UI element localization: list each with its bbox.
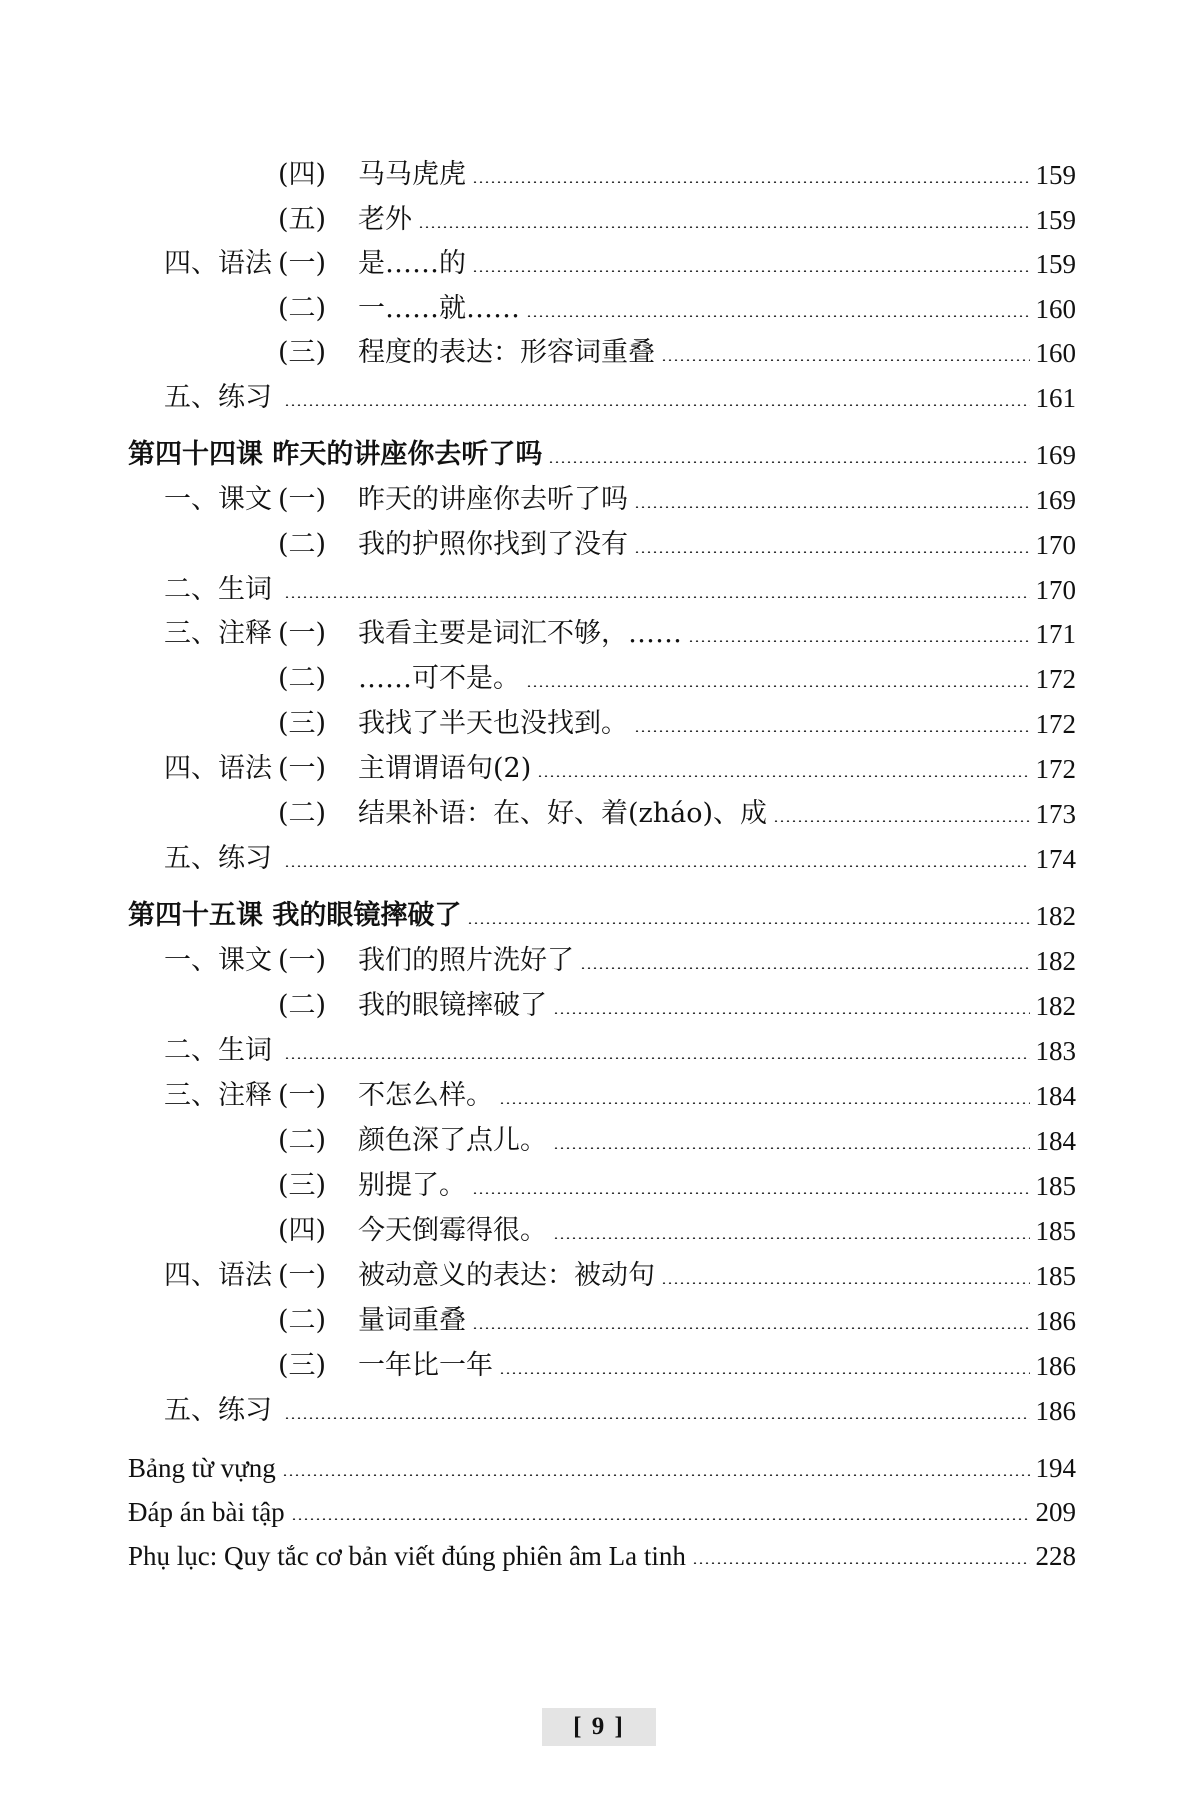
dot-leader — [284, 404, 1030, 406]
dot-leader — [472, 1192, 1030, 1194]
toc-subsection-number: (一) — [278, 945, 327, 976]
dot-leader — [634, 551, 1030, 553]
toc-entry[interactable] — [128, 286, 1076, 326]
dot-leader — [282, 1474, 1030, 1476]
toc-subsection-number: (二) — [278, 293, 327, 324]
toc-entry-title: Bảng từ vựng — [128, 1453, 276, 1483]
toc-entry-title: 别提了。 — [358, 1170, 466, 1201]
toc-entry-title: 我们的照片洗好了 — [358, 945, 574, 976]
toc-subsection-number: (一) — [278, 484, 327, 515]
toc-entry[interactable] — [128, 983, 1076, 1023]
toc-page-number: 186 — [1035, 1351, 1076, 1381]
dot-leader — [692, 1562, 1030, 1564]
toc-section-label: 三、注释 — [164, 1080, 272, 1111]
toc-page-number: 170 — [1035, 530, 1076, 560]
toc-subsection-number: (三) — [278, 337, 327, 368]
toc-entry-title: 我找了半天也没找到。 — [358, 708, 628, 739]
toc-entry-title: 我看主要是词汇不够，…… — [358, 618, 682, 649]
dot-leader — [472, 270, 1030, 272]
toc-subsection-number: (三) — [278, 1170, 327, 1201]
toc-entry[interactable] — [128, 477, 1076, 517]
toc-section-label: 一、课文 — [164, 484, 272, 515]
toc-subsection-number: (二) — [278, 529, 327, 560]
toc-entry[interactable] — [128, 375, 1076, 415]
toc-entry-title: 程度的表达：形容词重叠 — [358, 337, 655, 368]
toc-entry-title: 我的眼镜摔破了 — [358, 990, 547, 1021]
toc-subsection-number: (四) — [278, 1215, 327, 1246]
toc-page-number: 194 — [1035, 1453, 1076, 1483]
dot-leader — [661, 359, 1030, 361]
toc-subsection-number: (五) — [278, 204, 327, 235]
toc-entry[interactable] — [128, 1343, 1076, 1383]
toc-subsection-number: (二) — [278, 1125, 327, 1156]
toc-entry[interactable] — [128, 330, 1076, 370]
toc-entry-title: 今天倒霉得很。 — [358, 1215, 547, 1246]
toc-page-number: 172 — [1035, 709, 1076, 739]
toc-entry[interactable] — [128, 1388, 1076, 1428]
dot-leader — [284, 596, 1030, 598]
toc-subsection-number: (一) — [278, 1260, 327, 1291]
dot-leader — [526, 315, 1030, 317]
toc-entry-title: 结果补语：在、好、着(zháo)、成 — [358, 798, 768, 829]
dot-leader — [284, 1417, 1030, 1419]
dot-leader — [773, 820, 1029, 822]
toc-entry[interactable] — [128, 656, 1076, 696]
toc-entry-title: 主谓谓语句(2) — [358, 753, 532, 784]
toc-entry[interactable] — [128, 791, 1076, 831]
toc-entry-title: 一……就…… — [358, 293, 520, 324]
dot-leader — [553, 1237, 1030, 1239]
toc-page-number: 169 — [1035, 440, 1076, 470]
toc-subsection-number: (一) — [278, 618, 327, 649]
dot-leader — [418, 226, 1030, 228]
toc-subsection-number: (二) — [278, 663, 327, 694]
toc-page-number: 186 — [1035, 1396, 1076, 1426]
toc-entry[interactable] — [128, 611, 1076, 651]
toc-page-number: 170 — [1035, 575, 1076, 605]
toc-entry[interactable] — [128, 1073, 1076, 1113]
toc-page-number: 185 — [1035, 1261, 1076, 1291]
toc-entry-title: 昨天的讲座你去听了吗 — [358, 484, 628, 515]
toc-section-label: 二、生词 — [164, 1035, 272, 1066]
dot-leader — [467, 922, 1029, 924]
toc-page-number: 185 — [1035, 1171, 1076, 1201]
toc-section-label: 四、语法 — [164, 248, 272, 279]
toc-page-number: 182 — [1035, 946, 1076, 976]
toc-page-number: 161 — [1035, 383, 1076, 413]
toc-page-number: 171 — [1035, 619, 1076, 649]
toc-appendix-entry[interactable] — [128, 1445, 1076, 1485]
toc-subsection-number: (二) — [278, 798, 327, 829]
dot-leader — [634, 506, 1030, 508]
toc-subsection-number: (四) — [278, 159, 327, 190]
toc-subsection-number: (三) — [278, 1350, 327, 1381]
dot-leader — [688, 640, 1030, 642]
toc-entry[interactable] — [128, 1163, 1076, 1203]
toc-page-number: 172 — [1035, 664, 1076, 694]
dot-leader — [553, 1012, 1030, 1014]
toc-page-number: 173 — [1035, 799, 1076, 829]
toc-section-label: 三、注释 — [164, 618, 272, 649]
toc-page-number: 169 — [1035, 485, 1076, 515]
toc-entry[interactable] — [128, 1298, 1076, 1338]
toc-section-label: 一、课文 — [164, 945, 272, 976]
toc-page-number: 184 — [1035, 1081, 1076, 1111]
toc-entry-title: 颜色深了点儿。 — [358, 1125, 547, 1156]
toc-entry[interactable] — [128, 836, 1076, 876]
toc-entry-title: 第四十四课 昨天的讲座你去听了吗 — [128, 439, 543, 470]
toc-subsection-number: (二) — [278, 1305, 327, 1336]
toc-entry[interactable] — [128, 1253, 1076, 1293]
toc-page-number: 182 — [1035, 991, 1076, 1021]
toc-subsection-number: (二) — [278, 990, 327, 1021]
dot-leader — [284, 865, 1030, 867]
toc-entry-title: 一年比一年 — [358, 1350, 493, 1381]
toc-entry[interactable] — [128, 1118, 1076, 1158]
toc-entry[interactable] — [128, 241, 1076, 281]
toc-entry[interactable] — [128, 152, 1076, 192]
dot-leader — [499, 1102, 1030, 1104]
toc-entry-title: Phụ lục: Quy tắc cơ bản viết đúng phiên âm La tinh — [128, 1541, 686, 1571]
dot-leader — [291, 1518, 1030, 1520]
toc-page-number: 159 — [1035, 205, 1076, 235]
dot-leader — [537, 775, 1029, 777]
toc-page-number: 172 — [1035, 754, 1076, 784]
toc-subsection-number: (一) — [278, 753, 327, 784]
toc-entry-title: 马马虎虎 — [358, 159, 466, 190]
toc-entry[interactable] — [128, 567, 1076, 607]
toc-lesson-entry[interactable] — [128, 432, 1076, 472]
dot-leader — [661, 1282, 1030, 1284]
dot-leader — [526, 685, 1030, 687]
dot-leader — [580, 967, 1030, 969]
toc-entry[interactable] — [128, 1028, 1076, 1068]
toc-entry[interactable] — [128, 746, 1076, 786]
dot-leader — [499, 1372, 1030, 1374]
toc-entry-title: 第四十五课 我的眼镜摔破了 — [128, 900, 462, 931]
toc-entry-title: 量词重叠 — [358, 1305, 466, 1336]
toc-page-number: 160 — [1035, 338, 1076, 368]
toc-section-label: 二、生词 — [164, 574, 272, 605]
toc-section-label: 五、练习 — [164, 843, 272, 874]
toc-page-number: 160 — [1035, 294, 1076, 324]
toc-subsection-number: (三) — [278, 708, 327, 739]
toc-page-number: 182 — [1035, 901, 1076, 931]
toc-section-label: 五、练习 — [164, 1395, 272, 1426]
toc-page-number: 174 — [1035, 844, 1076, 874]
toc-page-number: 209 — [1035, 1497, 1076, 1527]
toc-entry[interactable] — [128, 1208, 1076, 1248]
toc-page-number: 159 — [1035, 160, 1076, 190]
dot-leader — [634, 730, 1030, 732]
toc-page-number: 184 — [1035, 1126, 1076, 1156]
dot-leader — [472, 181, 1030, 183]
dot-leader — [553, 1147, 1030, 1149]
toc-section-label: 四、语法 — [164, 753, 272, 784]
toc-entry[interactable] — [128, 197, 1076, 237]
toc-entry-title: Đáp án bài tập — [128, 1497, 285, 1527]
dot-leader — [284, 1057, 1030, 1059]
toc-appendix-entry[interactable] — [128, 1489, 1076, 1529]
page-number: [ 9 ] — [542, 1708, 656, 1746]
toc-page-number: 185 — [1035, 1216, 1076, 1246]
toc-entry-title: 是……的 — [358, 248, 466, 279]
toc-entry[interactable] — [128, 701, 1076, 741]
toc-entry[interactable] — [128, 522, 1076, 562]
toc-entry-title: 不怎么样。 — [358, 1080, 493, 1111]
toc-entry-title: 我的护照你找到了没有 — [358, 529, 628, 560]
toc-entry[interactable] — [128, 938, 1076, 978]
toc-entry-title: 老外 — [358, 204, 412, 235]
toc-subsection-number: (一) — [278, 1080, 327, 1111]
toc-lesson-entry[interactable] — [128, 893, 1076, 933]
toc-page-number: 183 — [1035, 1036, 1076, 1066]
toc-entry-title: ……可不是。 — [358, 663, 520, 694]
toc-page-number: 228 — [1035, 1541, 1076, 1571]
dot-leader — [472, 1327, 1030, 1329]
toc-subsection-number: (一) — [278, 248, 327, 279]
toc-entry-title: 被动意义的表达：被动句 — [358, 1260, 655, 1291]
toc-page-number: 159 — [1035, 249, 1076, 279]
toc-section-label: 四、语法 — [164, 1260, 272, 1291]
toc-appendix-entry[interactable] — [128, 1533, 1076, 1573]
dot-leader — [548, 461, 1029, 463]
toc-page-number: 186 — [1035, 1306, 1076, 1336]
toc-section-label: 五、练习 — [164, 382, 272, 413]
